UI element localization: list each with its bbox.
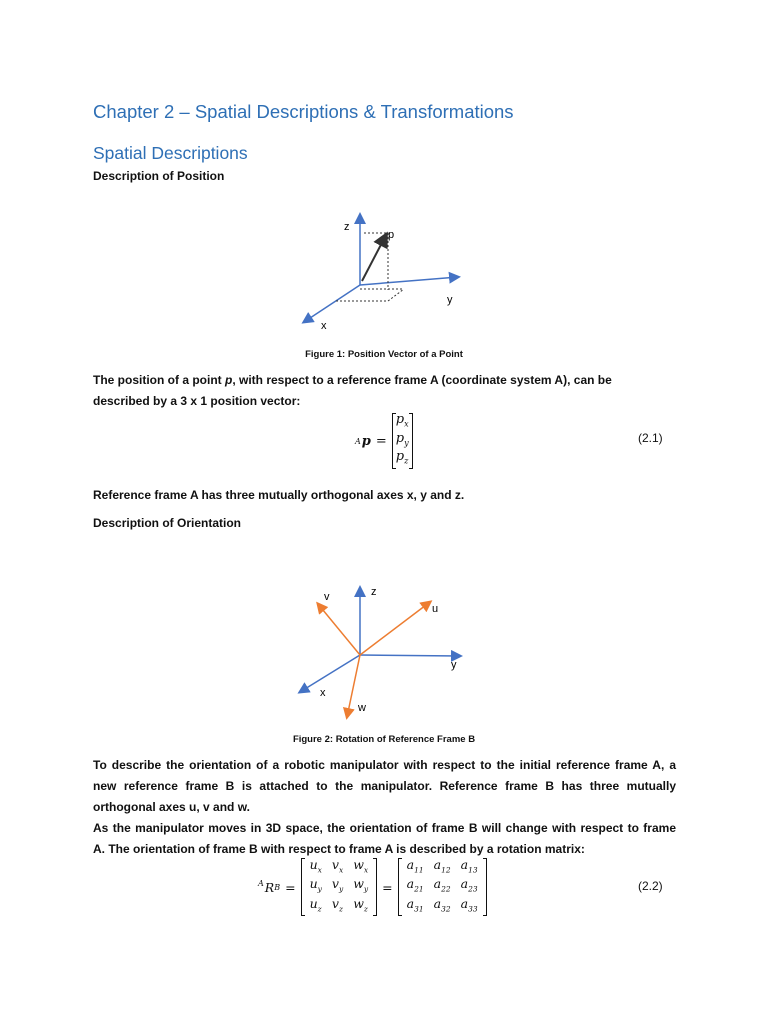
- matrix-cell: $a_{13}$: [460, 856, 478, 875]
- z-label: z: [344, 221, 350, 233]
- w-label: w: [358, 702, 366, 714]
- equation-2-2: A R B = $u_x$ $v_x$ $w_x$ $u_y$ $v_y$ $w_y$ $u_z$ $v_z$ $w_z$ = $a_{11}$ $a_{12}$ $a_{13}$ $a_{21}$ $a_{22}$ $a_{23}$ $a_{31}$ $a_{32}$ $a_{33}$: [258, 864, 487, 910]
- x-label: x: [320, 687, 326, 699]
- matrix-cell: $u_z$: [309, 895, 322, 914]
- matrix-cell: $w_x$: [353, 856, 369, 875]
- orientation-paragraph-2: As the manipulator moves in 3D space, the orientation of frame B will change with respect to frame A. The orientation of frame B with respect to frame A is described by a rotation matrix:: [93, 821, 676, 856]
- matrix-cell: $v_z$: [331, 895, 343, 914]
- y-axis: [360, 277, 458, 285]
- figure-2-caption: Figure 2: Rotation of Reference Frame B: [292, 734, 476, 745]
- matrix-cell: $a_{33}$: [460, 895, 478, 914]
- matrix-cell: $a_{11}$: [406, 856, 424, 875]
- frame-rotation-figure: [290, 580, 480, 720]
- position-paragraph-2: Reference frame A has three mutually orthogonal axes x, y and z.: [93, 488, 465, 502]
- matrix-cell: $a_{12}$: [433, 856, 451, 875]
- matrix-cell: $v_y$: [331, 876, 344, 894]
- u-axis: [360, 602, 430, 655]
- y-label: y: [447, 294, 453, 306]
- z-label: z: [371, 586, 377, 598]
- section-title: Spatial Descriptions: [93, 143, 248, 163]
- position-subheading: Description of Position: [93, 169, 225, 183]
- equation-2-2-number: (2.2): [638, 879, 663, 893]
- position-vector-figure: [290, 205, 470, 335]
- u-label: u: [432, 603, 439, 615]
- x-axis: [304, 285, 360, 322]
- orientation-subheading: Description of Orientation: [93, 516, 242, 530]
- matrix-cell: $a_{21}$: [406, 876, 424, 894]
- matrix-uvw: [301, 858, 378, 917]
- figure-1-caption: Figure 1: Position Vector of a Point: [305, 349, 463, 360]
- matrix-cell: $a_{23}$: [460, 876, 478, 894]
- position-vector: [362, 235, 386, 281]
- equation-2-1: A p = $p_x$ $p_y$ $p_z$: [355, 420, 413, 462]
- matrix-cell: $a_{22}$: [433, 876, 451, 894]
- v-label: v: [324, 591, 330, 603]
- orientation-paragraph-1: To describe the orientation of a robotic manipulator with respect to the initial reference frame A, a new reference frame B is attached to the manipulator. Reference frame B has three mutually orthogonal axes u, v and w.: [93, 758, 676, 814]
- p-label: p: [388, 229, 395, 241]
- equation-2-1-number: (2.1): [638, 431, 663, 445]
- matrix-cell: $w_z$: [353, 895, 368, 914]
- matrix-cell: $u_x$: [309, 856, 322, 875]
- matrix-cell: $u_y$: [309, 876, 322, 894]
- matrix-cell: $a_{31}$: [406, 895, 424, 914]
- matrix-cell: $v_x$: [331, 856, 344, 875]
- v-axis: [318, 604, 360, 655]
- x-axis: [300, 655, 360, 692]
- matrix-cell: $a_{32}$: [433, 895, 451, 914]
- y-label: y: [451, 659, 457, 671]
- x-label: x: [321, 320, 327, 332]
- matrix-cell: $w_y$: [353, 876, 369, 894]
- chapter-title: Chapter 2 – Spatial Descriptions & Transformations: [93, 101, 514, 122]
- position-paragraph: The position of a point p, with respect to a reference frame A (coordinate system A), can be described by a 3 x 1 position vector:: [93, 373, 612, 408]
- matrix-a: [398, 858, 487, 917]
- y-axis: [360, 655, 460, 656]
